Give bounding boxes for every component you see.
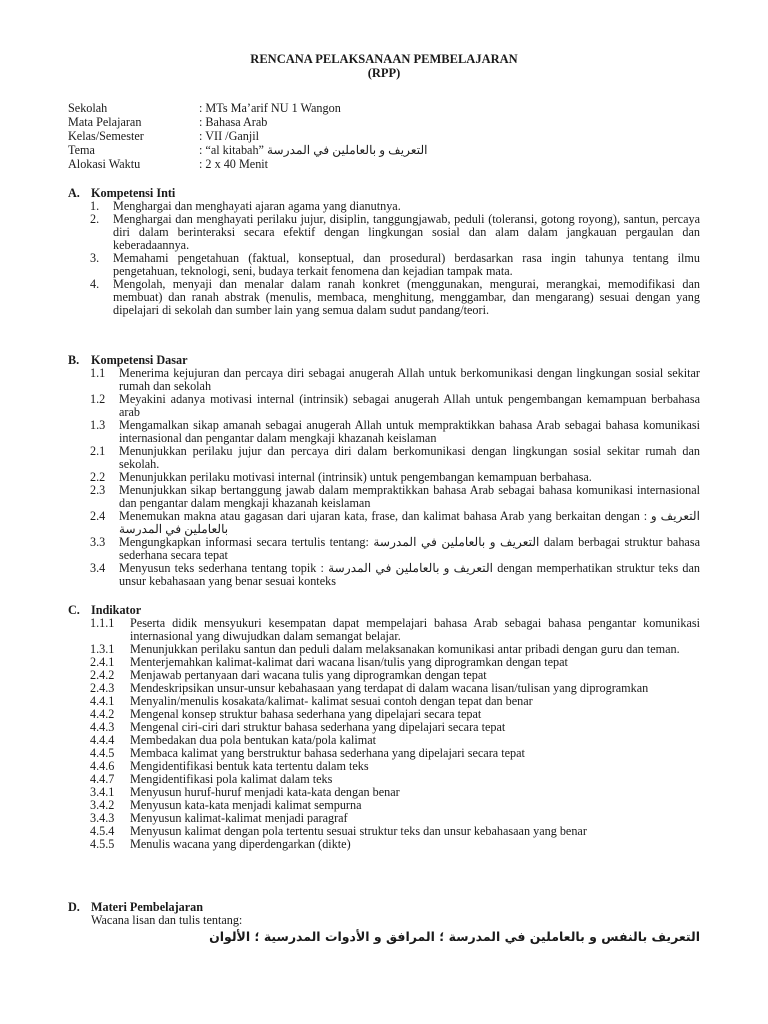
- identity-row-theme: [68, 143, 708, 157]
- section-title: Materi Pembelajaran: [91, 900, 204, 914]
- list-item: [68, 536, 700, 562]
- material-arabic-topics: التعريف بالنفس و بالعاملين في المدرسة ؛ المرافق و الأدوات المدرسية ؛ الألوان: [209, 929, 700, 944]
- item-number: 4.5.5: [90, 837, 115, 851]
- list-item: [68, 252, 700, 278]
- section-letter: D.: [68, 900, 80, 914]
- item-text: Menunjukkan perilaku motivasi internal (intrinsik) untuk pengembangan kemampuan berbahasa.: [119, 470, 592, 484]
- list-item: [68, 484, 700, 510]
- identity-label: Mata Pelajaran: [68, 115, 142, 129]
- identity-label: Kelas/Semester: [68, 129, 144, 143]
- item-text: Menterjemahkan kalimat-kalimat dari wacana lisan/tulis yang diprogramkan dengan tepat: [130, 655, 568, 669]
- item-number: 1.: [90, 199, 100, 213]
- item-number: 1.3: [90, 418, 106, 432]
- item-text: Menjawab pertanyaan dari wacana tulis yang diprogramkan dengan tepat: [130, 668, 487, 682]
- item-text: Menyusun teks sederhana tentang topik : التعريف و بالعاملين في المدرسة dengan memperhatikan struktur teks dan unsur kebahasaan yang benar sesuai konteks: [119, 561, 701, 588]
- list-item: [68, 562, 700, 588]
- identity-value: : Bahasa Arab: [199, 115, 268, 129]
- identity-row-subject: [68, 115, 708, 129]
- list-item: [68, 617, 700, 643]
- identity-label: Alokasi Waktu: [68, 157, 141, 171]
- item-text: Menghargai dan menghayati ajaran agama yang dianutnya.: [113, 199, 401, 213]
- identity-label: Tema: [68, 143, 95, 157]
- item-text: Menyalin/menulis kosakata/kalimat- kalimat sesuai contoh dengan tepat dan benar: [130, 694, 533, 708]
- item-number: 1.1: [90, 366, 106, 380]
- list-item: [68, 393, 700, 419]
- section-title: Kompetensi Dasar: [91, 353, 188, 367]
- item-number: 2.: [90, 212, 100, 226]
- list-item: [68, 838, 700, 851]
- item-number: 3.4: [90, 561, 106, 575]
- item-number: 2.3: [90, 483, 106, 497]
- item-number: 3.4.2: [90, 798, 115, 812]
- item-number: 4.5.4: [90, 824, 115, 838]
- document-title: RENCANA PELAKSANAAN PEMBELAJARAN: [250, 52, 518, 66]
- section-basic-competence: [68, 353, 700, 588]
- item-number: 2.2: [90, 470, 106, 484]
- section-indicators: [68, 603, 700, 851]
- section-heading: [68, 353, 700, 367]
- item-number: 4.4.7: [90, 772, 115, 786]
- item-text: Menunjukkan perilaku jujur dan percaya diri dalam berkomunikasi dengan lingkungan sosial sekitar rumah dan sekolah.: [119, 444, 700, 471]
- section-letter: C.: [68, 603, 80, 617]
- basic-competence-list: [68, 367, 700, 588]
- item-text: Menemukan makna atau gagasan dari ujaran kata, frase, dan kalimat bahasa Arab yang berkaitan dengan : التعريف و بالعاملين في المدرسة: [119, 509, 700, 536]
- section-title: Indikator: [91, 603, 142, 617]
- list-item: [68, 278, 700, 317]
- item-number: 2.4.2: [90, 668, 115, 682]
- item-number: 3.: [90, 251, 100, 265]
- indicator-list: [68, 617, 700, 851]
- core-competence-list: [68, 200, 700, 317]
- identity-block: [68, 101, 708, 171]
- identity-label: Sekolah: [68, 101, 108, 115]
- item-number: 1.2: [90, 392, 106, 406]
- item-text: Mengenal ciri-ciri dari struktur bahasa sederhana yang dipelajari secara tepat: [130, 720, 506, 734]
- item-text: Peserta didik mensyukuri kesempatan dapat mempelajari bahasa Arab sebagai bahasa pengantar komunikasi internasional yang diwujudkan dalam semangat belajar.: [130, 616, 700, 643]
- item-text: Mengamalkan sikap amanah sebagai anugerah Allah untuk mempraktikkan bahasa Arab sebagai bahasa komunikasi internasional dan pengantar dalam mengkaji khazanah keislaman: [119, 418, 700, 445]
- identity-value: : “al kitabah” التعريف و بالعاملين في المدرسة: [199, 143, 428, 157]
- item-text: Mengidentifikasi bentuk kata tertentu dalam teks: [130, 759, 369, 773]
- item-number: 4.: [90, 277, 100, 291]
- item-number: 4.4.5: [90, 746, 115, 760]
- item-text: Membaca kalimat yang berstruktur bahasa sederhana yang dipelajari secara tepat: [130, 746, 525, 760]
- section-letter: B.: [68, 353, 80, 367]
- item-number: 2.4: [90, 509, 106, 523]
- item-text: Mengungkapkan informasi secara tertulis tentang: التعريف و بالعاملين في المدرسة dalam berbagai struktur bahasa sederhana secara tepat: [119, 535, 700, 562]
- section-title: Kompetensi Inti: [91, 186, 176, 200]
- item-text: Menyusun huruf-huruf menjadi kata-kata dengan benar: [130, 785, 400, 799]
- item-text: Mengidentifikasi pola kalimat dalam teks: [130, 772, 333, 786]
- identity-row-school: [68, 101, 708, 115]
- item-text: Mengenal konsep struktur bahasa sederhana yang dipelajari secara tepat: [130, 707, 482, 721]
- identity-value: : MTs Ma’arif NU 1 Wangon: [199, 101, 341, 115]
- identity-row-class: [68, 129, 708, 143]
- item-text: Menulis wacana yang diperdengarkan (dikte): [130, 837, 351, 851]
- item-text: Meyakini adanya motivasi internal (intrinsik) sebagai anugerah Allah untuk pengembangan kemampuan berbahasa arab: [119, 392, 700, 419]
- material-subtitle: Wacana lisan dan tulis tentang:: [91, 913, 243, 927]
- item-number: 3.4.1: [90, 785, 115, 799]
- item-text: Menyusun kata-kata menjadi kalimat sempurna: [130, 798, 362, 812]
- item-number: 2.4.3: [90, 681, 115, 695]
- identity-value: : VII /Ganjil: [199, 129, 260, 143]
- list-item: [68, 445, 700, 471]
- item-number: 4.4.3: [90, 720, 115, 734]
- item-text: Mengolah, menyaji dan menalar dalam ranah konkret (menggunakan, mengurai, merangkai, memodifikasi dan membuat) dan ranah abstrak (menulis, membaca, menghitung, menggambar, dan mengarang) sesuai dengan yang dipelajari di sekolah dan sumber lain yang semua dalam sudut pandang/teori.: [113, 277, 700, 317]
- list-item: [68, 213, 700, 252]
- item-text: Menerima kejujuran dan percaya diri sebagai anugerah Allah untuk berkomunikasi dengan lingkungan sosial sekitar rumah dan sekolah: [119, 366, 700, 393]
- list-item: [68, 510, 700, 536]
- item-number: 4.4.2: [90, 707, 115, 721]
- item-number: 1.1.1: [90, 616, 115, 630]
- section-core-competence: [68, 186, 700, 317]
- section-heading: [68, 186, 700, 200]
- item-number: 4.4.6: [90, 759, 115, 773]
- item-text: Menunjukkan perilaku santun dan peduli dalam melaksanakan komunikasi antar pribadi dengan guru dan teman.: [130, 642, 680, 656]
- item-text: Menyusun kalimat-kalimat menjadi paragraf: [130, 811, 348, 825]
- item-text: Membedakan dua pola bentukan kata/pola kalimat: [130, 733, 377, 747]
- list-item: [68, 419, 700, 445]
- item-number: 2.1: [90, 444, 106, 458]
- section-learning-material: [68, 900, 700, 943]
- item-text: Mendeskripsikan unsur-unsur kebahasaan yang terdapat di dalam wacana lisan/tulisan yang diprogramkan: [130, 681, 649, 695]
- item-number: 4.4.4: [90, 733, 115, 747]
- section-heading: [68, 900, 700, 914]
- identity-row-time: [68, 157, 708, 171]
- item-text: Memahami pengetahuan (faktual, konseptual, dan prosedural) berdasarkan rasa ingin tahunya tentang ilmu pengetahuan, teknologi, seni, budaya terkait fenomena dan kejadian tampak mata.: [113, 251, 700, 278]
- item-number: 3.3: [90, 535, 106, 549]
- item-text: Menyusun kalimat dengan pola tertentu sesuai struktur teks dan unsur kebahasaan yang benar: [130, 824, 587, 838]
- document-subtitle: (RPP): [367, 66, 401, 80]
- item-text: Menunjukkan sikap bertanggung jawab dalam mempraktikkan bahasa Arab sebagai bahasa komunikasi internasional dan pengantar dalam mengkaji khazanah keislaman: [119, 483, 700, 510]
- item-number: 3.4.3: [90, 811, 115, 825]
- section-heading: [68, 603, 700, 617]
- item-number: 4.4.1: [90, 694, 115, 708]
- item-number: 2.4.1: [90, 655, 115, 669]
- identity-value: : 2 x 40 Menit: [199, 157, 269, 171]
- item-number: 1.3.1: [90, 642, 115, 656]
- list-item: [68, 367, 700, 393]
- section-letter: A.: [68, 186, 80, 200]
- item-text: Menghargai dan menghayati perilaku jujur, disiplin, tanggungjawab, peduli (toleransi, gotong royong), santun, percaya diri dalam berinteraksi secara efektif dengan lingkungan sosial dan alam dalam jangkauan pergaulan dan keberadaannya.: [113, 212, 700, 252]
